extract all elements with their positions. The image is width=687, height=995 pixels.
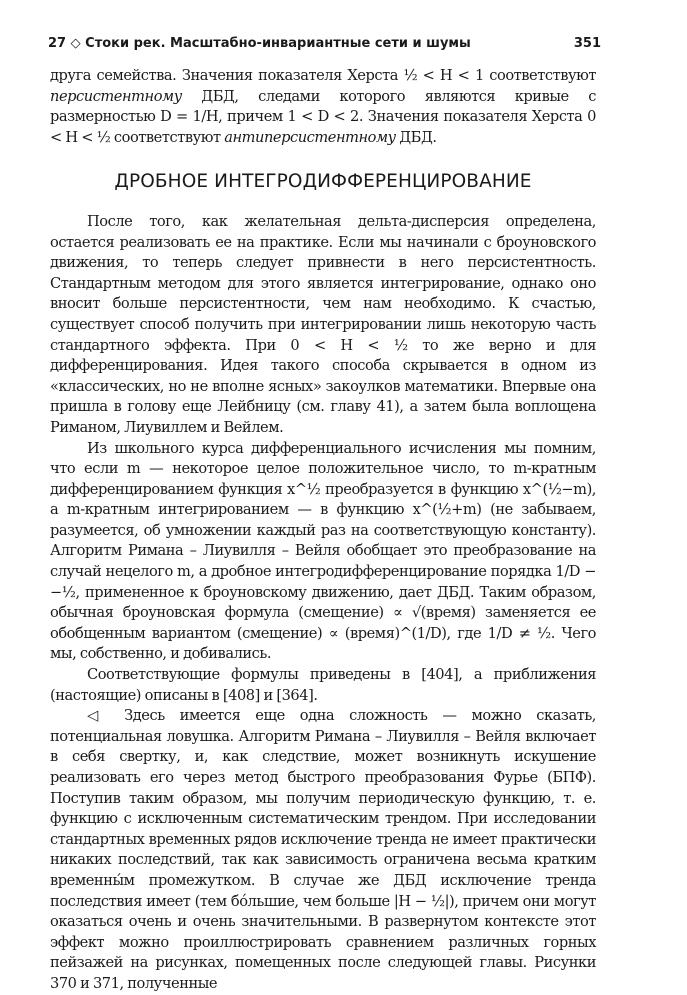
chapter-number: 27: [48, 36, 67, 51]
page-body: [50, 66, 596, 995]
term-antipersistent: антиперсистентному: [224, 128, 396, 146]
intro-text-c: ДБД.: [395, 128, 437, 146]
intro-text-b: ДБД, следами которого являются кривые с размерностью D = 1/H, причем 1 < D < 2. Значения показателя Херста 0 < H < ½ соответствуют: [50, 87, 596, 146]
paragraph-method: После того, как желательная дельта-дисперсия определена, остается реализовать ее на практике. Если мы начинали с броуновского движения, то теперь следует привнести в него персистентность. Стандартным методом для этого является интегрирование, однако оно вносит больше персистентности, чем нам необходимо. К счастью, существует способ получить при интегрировании лишь некоторую часть стандартного эффекта. При 0 < H < ½ то же верно и для дифференцирования. Идея такого способа скрывается в одном из «классических, но не вполне ясных» закоулков математики. Впервые она пришла в голову еще Лейбницу (см. главу 41), а затем была воплощена Риманом, Лиувиллем и Вейлем.: [50, 212, 596, 436]
running-header: [48, 36, 601, 58]
term-persistent: персистентному: [50, 87, 182, 105]
paragraph-intro: [50, 66, 596, 148]
paragraph-pitfall: ◁ Здесь имеется еще одна сложность — можно сказать, потенциальная ловушка. Алгоритм Римана – Лиувилля – Вейля включает в себя свертку, и, как следствие, может возникнуть искушение реализовать его через метод быстрого преобразования Фурье (БПФ). Поступив таким образом, мы получим периодическую функцию, т. е. функцию с исключенным систематическим трендом. При исследовании стандартных временных рядов исключение тренда не имеет практически никаких последствий, так как зависимость ограничена весьма кратким временны́м промежутком. В случае же ДБД исключение тренда последствия имеет (тем бóльшие, чем больше |H − ½|), причем они могут оказаться очень и очень значительными. В развернутом контексте этот эффект можно проиллюстрировать сравнением различных горных пейзажей на рисунках, помещенных после следующей главы. Рисунки 370 и 371, полученные: [50, 707, 596, 992]
section-heading: ДРОБНОЕ ИНТЕГРОДИФФЕРЕНЦИРОВАНИЕ: [114, 171, 532, 193]
chapter-title: Стоки рек. Масштабно-инвариантные сети и шумы: [85, 36, 471, 51]
paragraph-calculus: Из школьного курса дифференциального исчисления мы помним, что если m — некоторое целое положительное число, то m-кратным дифференцированием функция x^½ преобразуется в функцию x^(½−m), а m-кратным интегрированием — в функцию x^(½+m) (не забываем, разумеется, об умножении каждый раз на соответствующую константу). Алгоритм Римана – Лиувилля – Вейля обобщает это преобразование на случай нецелого m, а дробное интегродифференцирование порядка 1/D − −½, примененное к броуновскому движению, дает ДБД. Таким образом, обычная броуновская формула (смещение) ∝ √(время) заменяется ее обобщенным вариантом (смещение) ∝ (время)^(1/D), где 1/D ≠ ½. Чего мы, собственно, и добивались.: [50, 439, 596, 663]
diamond-separator-icon: ◇: [70, 36, 81, 51]
paragraph-references: Соответствующие формулы приведены в [404], а приближения (настоящие) описаны в [408] и [364].: [50, 666, 596, 704]
chapter-heading: [48, 36, 471, 51]
page-number: 351: [573, 36, 601, 51]
intro-text-a: друга семейства. Значения показателя Херста ½ < H < 1 соответствуют: [50, 67, 596, 84]
